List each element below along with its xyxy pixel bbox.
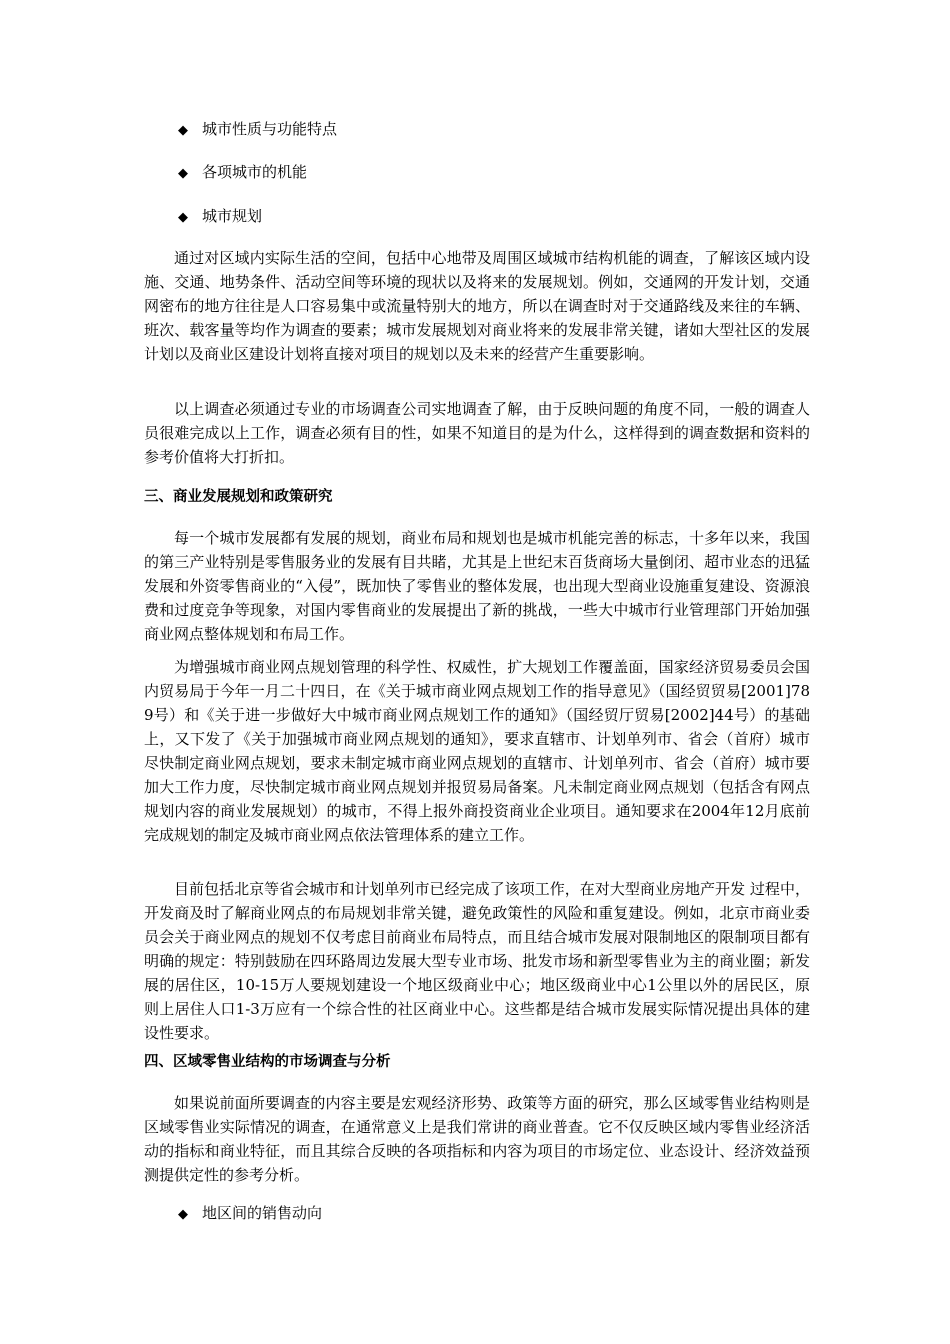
diamond-bullet-icon: ◆ xyxy=(178,210,188,225)
paragraph: 通过对区域内实际生活的空间，包括中心地带及周围区域城市结构机能的调查，了解该区域内设施、交通、地势条件、活动空间等环境的现状以及将来的发展规划。例如，交通网的开发计划，交通网密布的地方往往是人口容易集中或流量特别大的地方，所以在调查时对于交通路线及来往的车辆、班次、载客量等均作为调查的要素；城市发展规划对商业将来的发展非常关键，诸如大型社区的发展计划以及商业区建设计划将直接对项目的规划以及未来的经营产生重要影响。 xyxy=(144,249,810,363)
bullet-text: 城市规划 xyxy=(202,207,263,225)
section-heading: 四、区域零售业结构的市场调查与分析 xyxy=(144,1054,391,1070)
bullet-item xyxy=(178,1201,322,1225)
bullet-item xyxy=(178,204,262,228)
bullet-text: 各项城市的机能 xyxy=(202,163,308,181)
bullet-text: 地区间的销售动向 xyxy=(202,1204,323,1222)
diamond-bullet-icon: ◆ xyxy=(178,1207,188,1222)
paragraph: 为增强城市商业网点规划管理的科学性、权威性，扩大规划工作覆盖面，国家经济贸易委员会国内贸易局于今年一月二十四日，在《关于城市商业网点规划工作的指导意见》（国经贸贸易[2001]789号）和《关于进一步做好大中城市商业网点规划工作的通知》（国经贸厅贸易[2002]44号）的基础上，又下发了《关于加强城市商业网点规划的通知》，要求直辖市、计划单列市、省会（首府）城市尽快制定商业网点规划，要求未制定城市商业网点规划的直辖市、计划单列市、省会（首府）城市要加大工作力度，尽快制定城市商业网点规划并报贸易局备案。凡未制定商业网点规划（包括含有网点规划内容的商业发展规划）的城市，不得上报外商投资商业企业项目。通知要求在2004年12月底前完成规划的制定及城市商业网点依法管理体系的建立工作。 xyxy=(144,658,810,844)
paragraph: 每一个城市发展都有发展的规划，商业布局和规划也是城市机能完善的标志，十多年以来，我国的第三产业特别是零售服务业的发展有目共睹，尤其是上世纪末百货商场大量倒闭、超市业态的迅猛发展和外资零售商业的“入侵”，既加快了零售业的整体发展，也出现大型商业设施重复建设、资源浪费和过度竞争等现象，对国内零售商业的发展提出了新的挑战，一些大中城市行业管理部门开始加强商业网点整体规划和布局工作。 xyxy=(144,529,810,643)
section-heading: 三、商业发展规划和政策研究 xyxy=(144,489,333,505)
bullet-text: 城市性质与功能特点 xyxy=(202,120,338,138)
bullet-item xyxy=(178,117,337,141)
paragraph: 目前包括北京等省会城市和计划单列市已经完成了该项工作，在对大型商业房地产开发 过程中，开发商及时了解商业网点的布局规划非常关键，避免政策性的风险和重复建设。例如，北京市商业委员会关于商业网点的规划不仅考虑目前商业布局特点，而且结合城市发展对限制地区的限制项目都有明确的规定：特别鼓励在四环路周边发展大型专业市场、批发市场和新型零售业为主的商业圈；新发展的居住区，10-15万人要规划建设一个地区级商业中心；地区级商业中心1公里以外的居民区，原则上居住人口1-3万应有一个综合性的社区商业中心。这些都是结合城市发展实际情况提出具体的建设性要求。 xyxy=(144,880,810,1042)
paragraph: 如果说前面所要调查的内容主要是宏观经济形势、政策等方面的研究，那么区域零售业结构则是区域零售业实际情况的调查，在通常意义上是我们常讲的商业普查。它不仅反映区域内零售业经济活动的指标和商业特征，而且其综合反映的各项指标和内容为项目的市场定位、业态设计、经济效益预测提供定性的参考分析。 xyxy=(144,1094,810,1184)
bullet-item xyxy=(178,160,307,184)
diamond-bullet-icon: ◆ xyxy=(178,123,188,138)
paragraph: 以上调查必须通过专业的市场调查公司实地调查了解，由于反映问题的角度不同，一般的调查人员很难完成以上工作，调查必须有目的性，如果不知道目的是为什么，这样得到的调查数据和资料的参考价值将大打折扣。 xyxy=(144,400,810,466)
diamond-bullet-icon: ◆ xyxy=(178,166,188,181)
